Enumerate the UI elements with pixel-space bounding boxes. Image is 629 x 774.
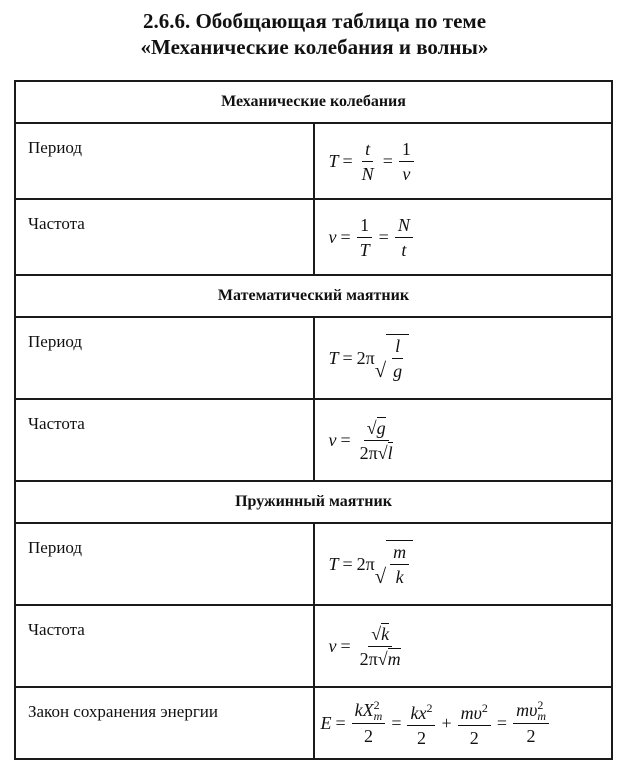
numerator (458, 697, 491, 726)
sup-sub (537, 700, 546, 722)
section-heading: Математический маятник (217, 287, 410, 304)
numerator (352, 699, 386, 725)
numerator (368, 623, 392, 647)
symbol-k: k (410, 703, 419, 723)
table-row (15, 399, 612, 481)
numerator (364, 417, 389, 441)
numerator: 1 (399, 138, 414, 162)
title-line-1: 2.6.6. Обобщающая таблица по теме (142, 9, 487, 33)
row-label: Период (28, 332, 83, 351)
section-header-mechanical-oscillations (15, 81, 612, 123)
radicand: k (381, 623, 390, 644)
numerator (407, 697, 435, 726)
row-label: Частота (28, 620, 85, 639)
exponent: 2 (537, 698, 544, 713)
formula-cell (314, 317, 613, 399)
formula-frequency (329, 417, 398, 464)
numerator: l (392, 335, 403, 359)
table-row (15, 687, 612, 759)
sqrt-icon: √ (377, 648, 388, 669)
symbol-X: X (362, 699, 374, 720)
symbol-T: T (328, 150, 339, 171)
equals-sign: = (340, 429, 351, 450)
fraction (357, 623, 404, 670)
sqrt-icon: √ (374, 566, 387, 589)
fraction (357, 417, 396, 464)
equals-sign: = (342, 347, 353, 368)
numerator: 1 (357, 214, 372, 238)
formula-cell (314, 687, 613, 759)
equals-sign: = (378, 226, 389, 247)
formula-energy-conservation (321, 697, 552, 749)
fraction (395, 214, 413, 261)
radicand: g (376, 417, 386, 438)
radicand (386, 540, 413, 588)
row-label: Частота (28, 414, 85, 433)
fraction (359, 138, 377, 185)
sqrt-icon: √ (377, 442, 388, 463)
denominator: 2 (363, 726, 373, 747)
sqrt-icon: √ (374, 360, 387, 383)
section-header-spring-pendulum (15, 481, 612, 523)
sqrt-icon: √ (371, 623, 382, 644)
row-name-cell (15, 317, 314, 399)
plus-sign: + (441, 712, 452, 733)
row-label: Период (28, 538, 83, 557)
symbol-T: T (328, 347, 339, 368)
row-name-cell (15, 399, 314, 481)
symbol-v: υ (473, 703, 482, 723)
section-header-math-pendulum (15, 275, 612, 317)
equals-sign: = (496, 712, 508, 733)
exponent: 2 (481, 701, 488, 715)
numerator: t (362, 138, 373, 162)
equals-sign: = (342, 553, 353, 574)
equals-sign: = (335, 712, 346, 733)
equals-sign: = (340, 635, 351, 656)
equals-sign: = (340, 226, 351, 247)
square-root (375, 540, 413, 588)
fraction (390, 541, 409, 588)
fraction (399, 138, 414, 185)
symbol-m: m (516, 699, 530, 720)
radicand (386, 334, 409, 382)
denominator: g (393, 361, 403, 381)
denominator: k (395, 567, 404, 587)
square-root (375, 334, 409, 382)
symbol-v: υ (529, 699, 538, 720)
denominator: t (401, 239, 407, 260)
row-name-cell (15, 523, 314, 605)
formula-frequency (329, 214, 415, 261)
formula-cell (314, 123, 613, 199)
fraction (357, 214, 373, 261)
subscript: m (373, 709, 383, 724)
symbol-nu: ν (328, 635, 337, 656)
symbol-T: T (328, 553, 339, 574)
radicand: m (387, 648, 401, 669)
section-heading: Пружинный маятник (235, 493, 392, 510)
denominator: T (359, 239, 370, 260)
denominator: 2 (526, 726, 536, 747)
formula-cell (314, 523, 613, 605)
numerator: m (390, 541, 409, 565)
row-label: Период (28, 138, 83, 157)
row-label: Закон сохранения энергии (28, 702, 218, 721)
radicand: l (387, 442, 393, 463)
formula-cell (314, 399, 613, 481)
denominator (357, 647, 404, 670)
row-name-cell (15, 687, 314, 759)
two-pi: 2π (356, 347, 375, 368)
fraction (352, 699, 386, 748)
page-title (0, 8, 629, 60)
row-name-cell (15, 605, 314, 687)
title-line-2: «Механические колебания и волны» (140, 35, 489, 59)
two-pi: 2π (359, 442, 378, 463)
formula-cell (314, 605, 613, 687)
formula-period (329, 540, 414, 588)
summary-table (14, 80, 613, 760)
two-pi: 2π (359, 648, 378, 669)
two-pi: 2π (356, 553, 375, 574)
fraction (458, 697, 491, 749)
table-row (15, 123, 612, 199)
formula-frequency (329, 623, 406, 670)
equals-sign: = (342, 150, 353, 171)
exponent: 2 (373, 698, 380, 713)
formula-cell (314, 199, 613, 275)
symbol-nu: ν (328, 226, 337, 247)
numerator: N (395, 214, 413, 238)
sup-sub (374, 700, 383, 722)
table-row (15, 523, 612, 605)
symbol-E: E (320, 712, 332, 733)
equals-sign: = (391, 712, 402, 733)
table-row (15, 605, 612, 687)
symbol-x: x (418, 703, 427, 723)
row-name-cell (15, 123, 314, 199)
formula-period (329, 334, 410, 382)
equals-sign: = (382, 150, 393, 171)
denominator (357, 441, 396, 464)
symbol-m: m (460, 703, 474, 723)
symbol-k: k (354, 699, 363, 720)
row-label: Частота (28, 214, 85, 233)
table-row (15, 199, 612, 275)
denominator: N (361, 163, 374, 184)
fraction (407, 697, 435, 749)
denominator: ν (402, 163, 411, 184)
formula-period (329, 138, 416, 185)
fraction (390, 335, 405, 382)
symbol-nu: ν (328, 429, 337, 450)
row-name-cell (15, 199, 314, 275)
subscript: m (537, 709, 546, 724)
section-heading: Механические колебания (221, 93, 406, 110)
denominator: 2 (469, 728, 479, 748)
table-row (15, 317, 612, 399)
denominator: 2 (416, 728, 426, 748)
sqrt-icon: √ (366, 417, 377, 438)
exponent: 2 (426, 701, 433, 715)
numerator (513, 699, 549, 725)
fraction (513, 699, 549, 748)
